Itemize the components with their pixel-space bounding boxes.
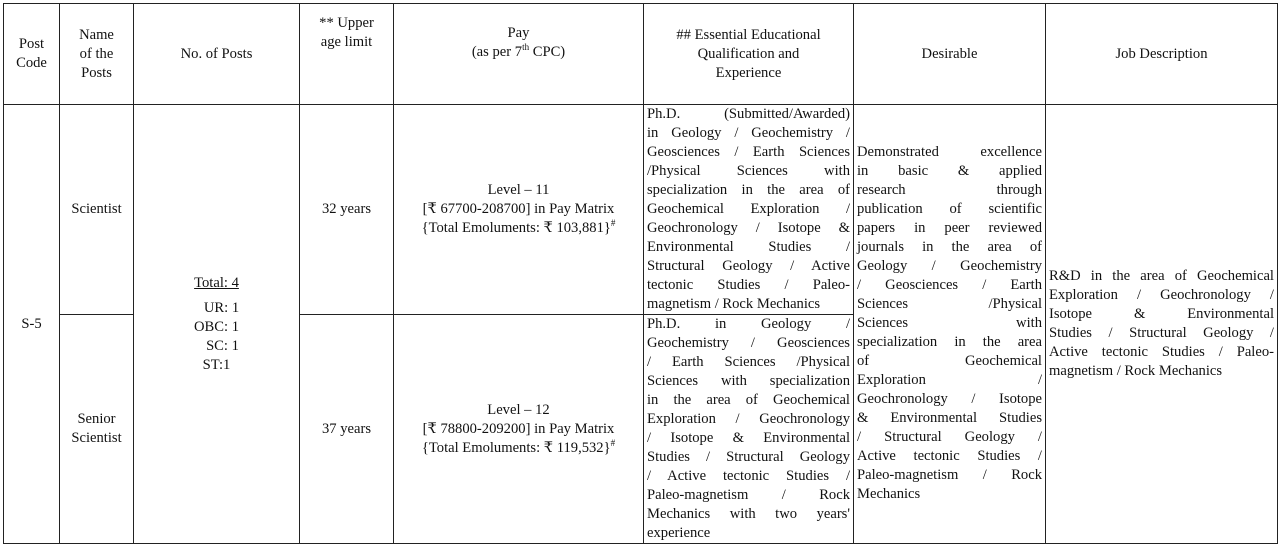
qualification-senior-scientist: Ph.D. in Geology / Geochemistry / Geosciences / Earth Sciences /Physical Sciences with specialization in the area of Geochemical Exploration / Geochronology / Isotope & Environmental Studies / Structural Geology / Active tectonic Studies / Paleo-magnetism / Rock Mechanics with two years' experience — [644, 315, 854, 544]
post-code-cell: S-5 — [4, 105, 60, 544]
posts-obc: OBC: 1 — [193, 318, 239, 335]
header-post-code: Post Code — [4, 4, 60, 105]
age-limit-senior-scientist: 37 years — [300, 315, 394, 544]
header-pay: Pay (as per 7th CPC) — [394, 4, 644, 105]
post-name-scientist: Scientist — [60, 105, 134, 315]
header-no-of-posts: No. of Posts — [134, 4, 300, 105]
pay-senior-scientist: Level – 12 [₹ 78800-209200] in Pay Matrix {Total Emoluments: ₹ 119,532}# — [394, 315, 644, 544]
no-of-posts-cell — [134, 105, 300, 544]
table-row-scientist — [4, 105, 1278, 315]
header-job-description: Job Description — [1046, 4, 1278, 105]
posts-breakdown — [137, 274, 296, 375]
post-name-senior-scientist: Senior Scientist — [60, 315, 134, 544]
desirable-cell: Demonstrated excellence in basic & applied research through publication of scientific papers in peer reviewed journals in the area of Geology / Geochemistry / Geosciences / Earth Sciences /Physical Sciences with specialization in the area of Geochemical Exploration / Geochronology / Isotope & Environmental Studies / Structural Geology / Active tectonic Studies / Paleo-magnetism / Rock Mechanics — [854, 105, 1046, 544]
qualification-scientist: Ph.D. (Submitted/Awarded) in Geology / Geochemistry / Geosciences / Earth Sciences /Physical Sciences with specialization in the area of Geochemical Exploration / Geochronology / Isotope & Environmental Studies / Structural Geology / Active tectonic Studies / Paleo- magnetism / Rock Mechanics — [644, 105, 854, 315]
header-name-of-posts: Name of the Posts — [60, 4, 134, 105]
recruitment-table — [3, 3, 1278, 544]
header-row — [4, 4, 1278, 105]
job-description-cell: R&D in the area of Geochemical Exploration / Geochronology / Isotope & Environmental Studies / Structural Geology / Active tectonic Studies / Paleo- magnetism / Rock Mechanics — [1046, 105, 1278, 544]
posts-sc: SC: 1 — [206, 337, 239, 354]
header-upper-age-limit: ** Upper age limit — [300, 4, 394, 105]
pay-scientist: Level – 11 [₹ 67700-208700] in Pay Matrix {Total Emoluments: ₹ 103,881}# — [394, 105, 644, 315]
posts-st: ST:1 — [202, 356, 231, 373]
posts-total: Total: 4 — [194, 274, 239, 291]
age-limit-scientist: 32 years — [300, 105, 394, 315]
header-qualification: ## Essential Educational Qualification and Experience — [644, 4, 854, 105]
header-desirable: Desirable — [854, 4, 1046, 105]
posts-ur: UR: 1 — [203, 299, 240, 316]
